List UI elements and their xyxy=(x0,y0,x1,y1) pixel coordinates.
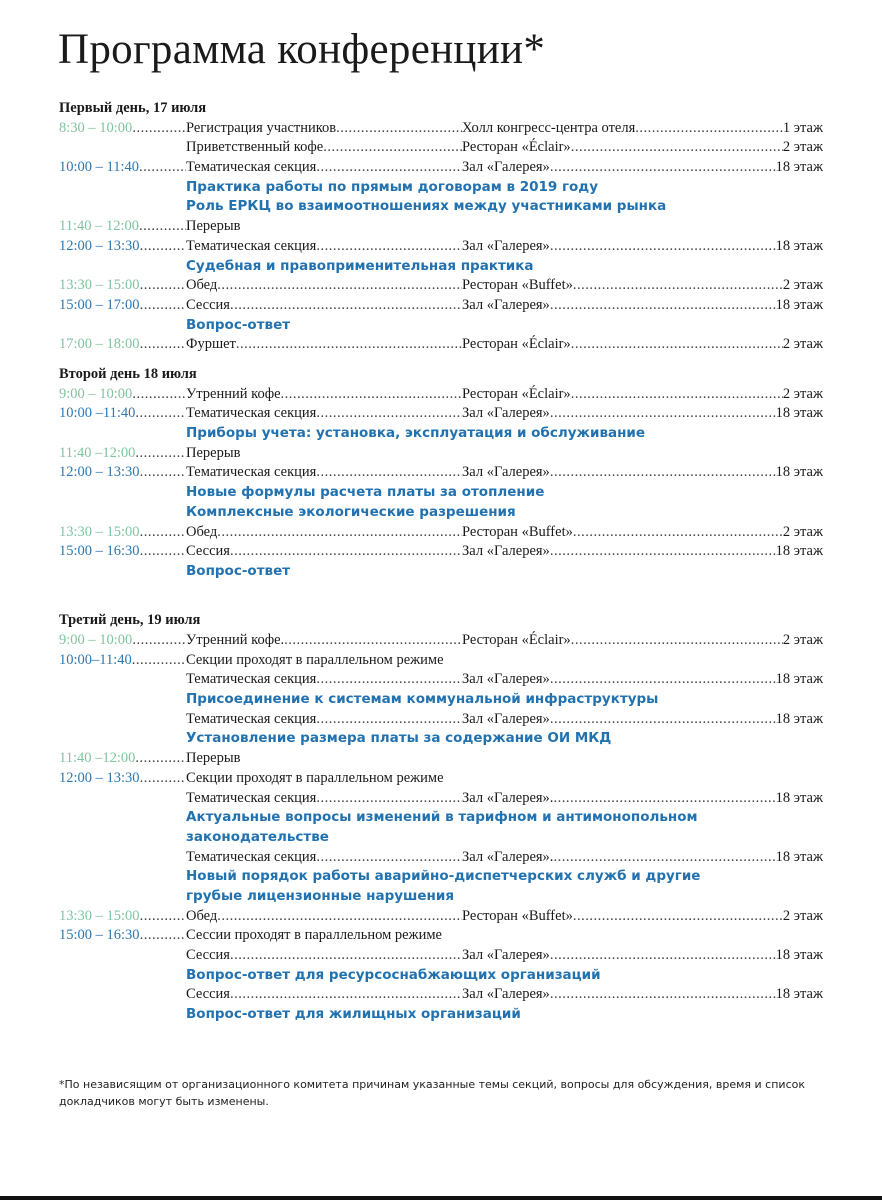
place-cell xyxy=(462,670,823,690)
bottom-rule xyxy=(0,1196,882,1200)
event-name: Секции проходят в параллельном режиме xyxy=(186,769,444,786)
time-range: 9:00 – 10:00 xyxy=(59,632,133,648)
event-cell xyxy=(186,542,462,562)
dot-leader xyxy=(217,907,462,927)
venue-name: Ресторан «Éclair» xyxy=(462,632,571,648)
dot-leader xyxy=(140,237,186,257)
place-cell xyxy=(462,119,823,139)
schedule-row xyxy=(59,789,823,809)
dot-leader xyxy=(139,158,186,178)
time-range: 10:00–11:40 xyxy=(59,651,132,668)
floor-label: 18 этаж xyxy=(775,947,823,964)
dot-leader xyxy=(323,138,462,158)
floor-label: 18 этаж xyxy=(775,710,823,727)
time-cell xyxy=(59,296,186,316)
dot-leader xyxy=(316,710,462,730)
time-range: 12:00 – 13:30 xyxy=(59,464,140,481)
place-cell xyxy=(462,542,823,562)
schedule-row xyxy=(59,404,823,424)
dot-leader xyxy=(135,404,186,424)
dot-leader xyxy=(281,385,462,405)
dot-leader xyxy=(550,710,776,730)
time-range: 8:30 – 10:00 xyxy=(59,119,133,136)
spacer xyxy=(59,601,823,611)
dot-leader xyxy=(550,296,776,316)
time-cell xyxy=(59,237,186,257)
dot-leader xyxy=(573,276,783,296)
schedule-row xyxy=(59,335,823,355)
place-cell xyxy=(462,985,823,1005)
session-topic: Практика работы по прямым договорам в 2019 году xyxy=(186,178,599,195)
venue-name: Зал «Галерея» xyxy=(462,543,550,560)
spacer xyxy=(59,582,823,602)
day-header: Третий день, 19 июля xyxy=(59,612,201,629)
dot-leader xyxy=(635,119,783,139)
time-range: 15:00 – 16:30 xyxy=(59,927,140,944)
dot-leader xyxy=(230,946,462,966)
dot-leader xyxy=(316,789,462,809)
event-name: Утренний кофе xyxy=(186,385,281,402)
time-range: 12:00 – 13:30 xyxy=(59,769,140,786)
dot-leader xyxy=(550,670,776,690)
dot-leader xyxy=(550,404,776,424)
event-name: Сессия xyxy=(186,296,230,313)
place-cell xyxy=(462,296,823,316)
event-name: Сессия xyxy=(186,947,230,964)
event-cell xyxy=(186,463,462,483)
event-cell xyxy=(186,237,462,257)
day-section xyxy=(59,365,823,611)
event-cell xyxy=(186,523,462,543)
dot-leader xyxy=(132,651,186,671)
dot-leader xyxy=(230,985,462,1005)
event-name: Тематическая секция xyxy=(186,671,317,688)
event-name: Тематическая секция xyxy=(186,237,317,254)
venue-name: Зал «Галерея» xyxy=(462,947,550,964)
session-topic: Присоединение к системам коммунальной инфраструктуры xyxy=(186,691,659,708)
time-cell xyxy=(59,217,186,237)
time-range: 11:40 – 12:00 xyxy=(59,218,140,235)
floor-label: 2 этаж xyxy=(782,385,823,402)
venue-name: Зал «Галерея». xyxy=(462,848,554,865)
session-topic: Актуальные вопросы изменений в тарифном и антимонопольном законодательстве xyxy=(186,809,698,845)
event-cell xyxy=(186,296,462,316)
dot-leader xyxy=(316,404,462,424)
dot-leader xyxy=(571,631,783,651)
event-cell xyxy=(186,710,462,730)
event-name: Перерыв xyxy=(186,444,241,461)
floor-label: 18 этаж xyxy=(775,671,823,688)
schedule-row xyxy=(59,276,823,296)
schedule-row xyxy=(59,444,823,464)
venue-name: Ресторан «Éclair» xyxy=(462,139,571,156)
schedule-row xyxy=(59,237,823,257)
dot-leader xyxy=(135,749,186,769)
event-cell xyxy=(186,848,462,868)
floor-label: 18 этаж xyxy=(775,848,823,865)
dot-leader xyxy=(571,335,783,355)
spacer xyxy=(59,355,823,365)
venue-name: Ресторан «Éclair» xyxy=(462,336,571,353)
venue-name: Ресторан «Buffet» xyxy=(462,523,573,540)
dot-leader xyxy=(230,542,462,562)
time-range: 13:30 – 15:00 xyxy=(59,907,140,924)
dot-leader xyxy=(217,276,462,296)
dot-leader xyxy=(316,670,462,690)
event-cell xyxy=(186,946,462,966)
session-topic: Вопрос-ответ xyxy=(186,562,291,579)
dot-leader xyxy=(573,907,783,927)
dot-leader xyxy=(550,542,776,562)
event-name: Тематическая секция xyxy=(186,464,317,481)
venue-name: Холл конгресс-центра отеля xyxy=(462,119,636,136)
dot-leader xyxy=(135,444,186,464)
event-name: Приветственный кофе xyxy=(186,139,324,156)
schedule-row xyxy=(59,651,823,671)
event-cell xyxy=(186,158,462,178)
event-cell xyxy=(186,335,462,355)
dot-leader xyxy=(140,276,186,296)
dot-leader xyxy=(550,158,776,178)
place-cell xyxy=(462,237,823,257)
event-name: Перерыв xyxy=(186,218,241,235)
place-cell xyxy=(462,404,823,424)
dot-leader xyxy=(316,463,462,483)
time-cell xyxy=(59,335,186,355)
venue-name: Зал «Галерея» xyxy=(462,710,550,727)
session-topic: Комплексные экологические разрешения xyxy=(186,503,516,520)
place-cell xyxy=(462,335,823,355)
venue-name: Ресторан «Buffet» xyxy=(462,277,573,294)
event-cell xyxy=(186,670,462,690)
schedule-row xyxy=(59,542,823,562)
dot-leader xyxy=(550,946,776,966)
schedule-row xyxy=(59,296,823,316)
venue-name: Зал «Галерея» xyxy=(462,296,550,313)
dot-leader xyxy=(550,463,776,483)
time-range: 11:40 –12:00 xyxy=(59,750,136,767)
schedule-row xyxy=(59,463,823,483)
floor-label: 18 этаж xyxy=(775,543,823,560)
event-name: Утренний кофе. xyxy=(186,632,285,648)
event-cell xyxy=(186,789,462,809)
floor-label: 18 этаж xyxy=(775,405,823,422)
place-cell xyxy=(462,946,823,966)
schedule-row xyxy=(59,523,823,543)
event-cell xyxy=(186,276,462,296)
dot-leader xyxy=(230,296,462,316)
dot-leader xyxy=(550,985,776,1005)
schedule-row xyxy=(59,217,823,237)
venue-name: Ресторан «Buffet» xyxy=(462,907,573,924)
floor-label: 18 этаж xyxy=(775,789,823,806)
time-cell xyxy=(59,119,186,139)
schedule-row xyxy=(59,385,823,405)
event-name: Регистрация участников xyxy=(186,119,337,136)
floor-label: 18 этаж xyxy=(775,464,823,481)
session-topic: Новый порядок работы аварийно-диспетчерских служб и другие грубые лицензионные нарушения xyxy=(186,868,701,905)
dot-leader xyxy=(316,158,462,178)
dot-leader xyxy=(336,119,462,139)
session-topic: Приборы учета: установка, эксплуатация и обслуживание xyxy=(186,425,646,442)
schedule-row xyxy=(59,158,823,178)
floor-label: 18 этаж xyxy=(775,237,823,254)
session-topic: Новые формулы расчета платы за отопление xyxy=(186,484,545,501)
event-name: Обед xyxy=(186,523,218,540)
dot-leader xyxy=(553,789,775,809)
event-cell xyxy=(186,907,462,927)
dot-leader xyxy=(132,385,186,405)
event-name: Сессия xyxy=(186,986,230,1003)
dot-leader xyxy=(140,926,186,946)
floor-label: 2 этаж xyxy=(782,336,823,353)
event-name: Тематическая секция xyxy=(186,159,317,176)
event-name: Обед xyxy=(186,277,218,294)
page-title: Программа конференции* xyxy=(58,26,546,73)
dot-leader xyxy=(140,463,186,483)
place-cell xyxy=(462,848,823,868)
event-name: Сессия xyxy=(186,543,230,560)
floor-label: 2 этаж xyxy=(782,907,823,924)
time-range: 13:30 – 15:00 xyxy=(59,523,140,540)
schedule-row xyxy=(59,631,823,651)
place-cell xyxy=(462,710,823,730)
place-cell xyxy=(462,138,823,158)
time-range: 15:00 – 17:00 xyxy=(59,296,140,313)
time-cell xyxy=(59,463,186,483)
time-range: 11:40 –12:00 xyxy=(59,444,136,461)
dot-leader xyxy=(553,848,775,868)
schedule-row xyxy=(59,907,823,927)
time-cell xyxy=(59,404,186,424)
schedule-row xyxy=(59,985,823,1005)
dot-leader xyxy=(550,237,776,257)
venue-name: Зал «Галерея» xyxy=(462,237,550,254)
place-cell xyxy=(462,276,823,296)
venue-name: Зал «Галерея». xyxy=(462,789,554,806)
dot-leader xyxy=(316,237,462,257)
session-topic: Роль ЕРКЦ во взаимоотношениях между участниками рынка xyxy=(186,198,667,215)
conference-schedule xyxy=(59,99,823,1025)
event-cell xyxy=(186,385,462,405)
session-topic: Судебная и правоприменительная практика xyxy=(186,257,534,274)
venue-name: Зал «Галерея» xyxy=(462,986,550,1003)
day-section xyxy=(59,611,823,1025)
floor-label: 2 этаж xyxy=(782,523,823,540)
event-name: Тематическая секция xyxy=(186,789,317,806)
dot-leader xyxy=(573,523,783,543)
event-cell xyxy=(186,119,462,139)
event-cell xyxy=(186,631,462,651)
floor-label: 18 этаж xyxy=(775,986,823,1003)
time-cell xyxy=(59,276,186,296)
schedule-row xyxy=(59,670,823,690)
time-range: 10:00 –11:40 xyxy=(59,405,136,422)
dot-leader xyxy=(140,523,186,543)
schedule-row xyxy=(59,769,823,789)
dot-leader xyxy=(132,119,186,139)
dot-leader xyxy=(284,631,462,651)
venue-name: Зал «Галерея» xyxy=(462,159,550,176)
schedule-row xyxy=(59,710,823,730)
schedule-row xyxy=(59,946,823,966)
event-name: Секции проходят в параллельном режиме xyxy=(186,651,444,668)
time-cell xyxy=(59,749,186,769)
event-name: Тематическая секция xyxy=(186,710,317,727)
schedule-row xyxy=(59,119,823,139)
event-name: Фуршет xyxy=(186,336,236,353)
time-cell xyxy=(59,631,186,651)
day-header: Второй день 18 июля xyxy=(59,366,197,382)
time-range: 13:30 – 15:00 xyxy=(59,277,140,294)
time-cell xyxy=(59,651,186,671)
dot-leader xyxy=(316,848,462,868)
time-cell xyxy=(59,385,186,405)
schedule-row xyxy=(59,848,823,868)
day-header: Первый день, 17 июля xyxy=(59,100,207,116)
session-topic: Вопрос-ответ для ресурсоснабжающих организаций xyxy=(186,966,601,983)
venue-name: Зал «Галерея» xyxy=(462,464,550,481)
time-cell xyxy=(59,907,186,927)
dot-leader xyxy=(132,631,186,651)
event-name: Обед xyxy=(186,907,218,924)
event-name: Тематическая секция xyxy=(186,848,317,865)
floor-label: 18 этаж xyxy=(775,159,823,176)
time-range: 9:00 – 10:00 xyxy=(59,385,133,402)
event-cell xyxy=(186,404,462,424)
schedule-row xyxy=(59,926,823,946)
dot-leader xyxy=(571,138,783,158)
dot-leader xyxy=(140,542,186,562)
floor-label: 2 этаж xyxy=(782,139,823,156)
floor-label: 2 этаж xyxy=(782,632,823,648)
place-cell xyxy=(462,907,823,927)
event-name: Сессии проходят в параллельном режиме xyxy=(186,927,442,944)
venue-name: Ресторан «Éclair» xyxy=(462,385,571,402)
dot-leader xyxy=(140,907,186,927)
place-cell xyxy=(462,523,823,543)
day-section xyxy=(59,99,823,365)
time-cell xyxy=(59,542,186,562)
floor-label: 1 этаж xyxy=(782,119,823,136)
schedule-row xyxy=(59,138,823,158)
schedule-row xyxy=(59,749,823,769)
dot-leader xyxy=(217,523,462,543)
time-cell xyxy=(59,444,186,464)
place-cell xyxy=(462,631,823,651)
time-range: 12:00 – 13:30 xyxy=(59,237,140,254)
session-topic: Вопрос-ответ для жилищных организаций xyxy=(186,1006,521,1023)
venue-name: Зал «Галерея» xyxy=(462,671,550,688)
dot-leader xyxy=(140,769,186,789)
time-cell xyxy=(59,769,186,789)
dot-leader xyxy=(140,296,186,316)
event-cell xyxy=(186,138,462,158)
dot-leader xyxy=(571,385,783,405)
event-cell xyxy=(186,985,462,1005)
time-cell xyxy=(59,523,186,543)
footnote: *По независящим от организационного комитета причинам указанные темы секций, вопросы для обсуждения, время и список докладчиков могут быть изменены. xyxy=(59,1078,805,1108)
place-cell xyxy=(462,789,823,809)
time-range: 10:00 – 11:40 xyxy=(59,159,140,176)
place-cell xyxy=(462,385,823,405)
place-cell xyxy=(462,158,823,178)
time-cell xyxy=(59,926,186,946)
dot-leader xyxy=(140,335,186,355)
time-range: 17:00 – 18:00 xyxy=(59,336,140,353)
event-name: Тематическая секция xyxy=(186,405,317,422)
venue-name: Зал «Галерея» xyxy=(462,405,550,422)
dot-leader xyxy=(139,217,186,237)
floor-label: 2 этаж xyxy=(782,277,823,294)
session-topic: Вопрос-ответ xyxy=(186,316,291,333)
floor-label: 18 этаж xyxy=(775,296,823,313)
session-topic: Установление размера платы за содержание ОИ МКД xyxy=(186,730,612,747)
time-range: 15:00 – 16:30 xyxy=(59,543,140,560)
dot-leader xyxy=(236,335,462,355)
place-cell xyxy=(462,463,823,483)
event-name: Перерыв xyxy=(186,750,241,767)
time-cell xyxy=(59,158,186,178)
